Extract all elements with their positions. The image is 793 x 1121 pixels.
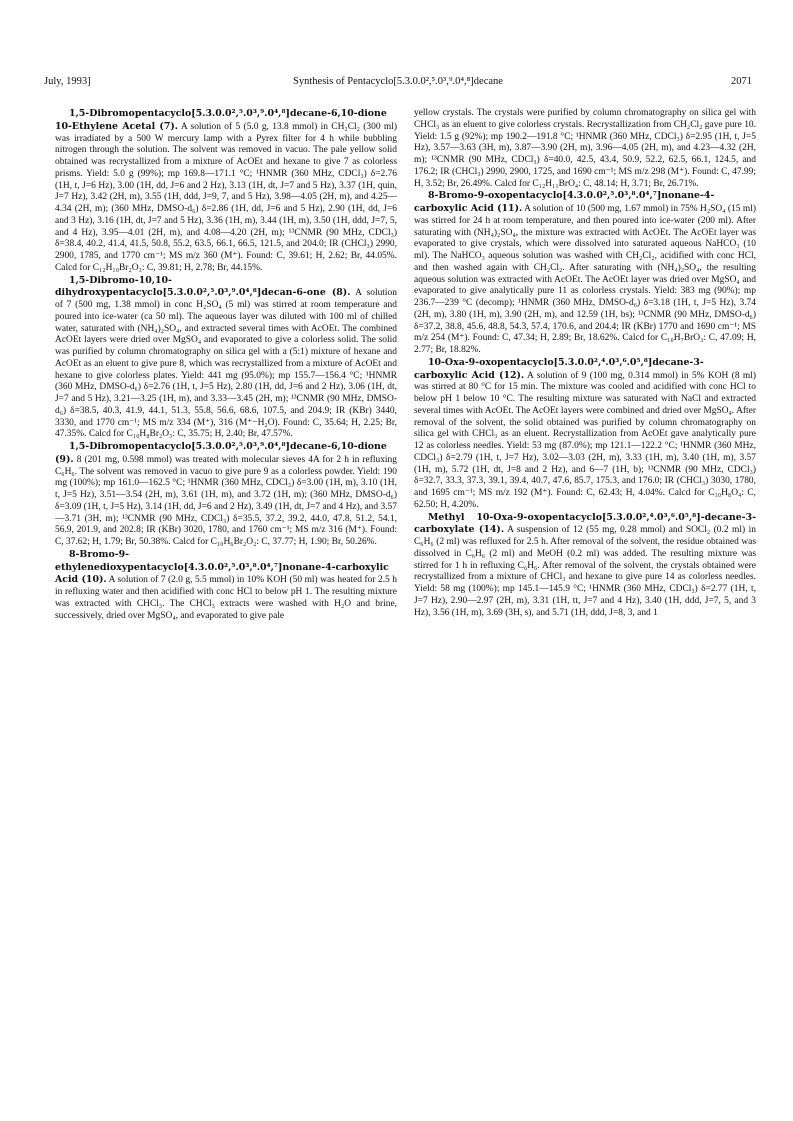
entry-title: 8-Bromo-9-ethylenedioxypentacyclo[4.3.0.0²,⁵.0³,⁸.0⁴,⁷]nonane-4-carboxylic Acid (10). xyxy=(55,548,389,586)
entry-compound-8 xyxy=(55,275,397,442)
entry-compound-10 xyxy=(55,549,397,623)
entry-compound-9 xyxy=(55,441,397,549)
entry-compound-11 xyxy=(414,190,756,357)
entry-body: A solution of 10 (500 mg, 1.67 mmol) in 75% H₂SO₄ (15 ml) was stirred for 24 h at room temperature, and then poured into ice-water (200 ml). After saturating with (NH₄)₂SO₄, the mixture was extracted with AcOEt. The AcOEt layer was evaporated to give crystals, which were dissolved into saturated aqueous NaHCO₃ (10 ml). The NaHCO₃ aqueous solution was washed with CH₂Cl₂, acidified with conc HCl, and then washed again with CH₂Cl₂. After saturating with (NH₄)₂SO₄, the resulting aqueous solution was extracted with AcOEt. The AcOEt layer was dried over MgSO₄ and evaporated to give analytically pure 11 as colorless crystals. Yield: 383 mg (90%); mp 236.7—239 °C (decomp); ¹HNMR (360 MHz, DMSO-d₆) δ=3.18 (1H, t, J=5 Hz), 3.74 (2H, m), 3.80 (1H, m), 3.90 (2H, m), and 12.59 (1H, bs); ¹³CNMR (90 MHz, DMSO-d₆) δ=37.2, 38.8, 45.6, 48.8, 54.3, 57.4, 170.6, and 204.4; IR (KBr) 1770 and 1690 cm⁻¹; MS m/z 254 (M⁺). Found: C, 47.34; H, 2.89; Br, 18.62%. Calcd for C₁₀H₇BrO₃: C, 47.09; H, 2.77; Br, 18.82%. xyxy=(414,204,756,355)
entry-title: 1,5-Dibromo-10,10-dihydroxypentacyclo[5.3.0.0²,⁵.0³,⁹.0⁴,⁸]decan-6-one (8). xyxy=(55,274,351,299)
header-date: July, 1993] xyxy=(44,76,91,87)
running-header xyxy=(44,76,752,92)
entry-body: A solution of 5 (5.0 g, 13.8 mmol) in CH₂Cl₂ (300 ml) was irradiated by a 500 W mercury lamp with a Pyrex filter for 4 h while bubbling nitrogen through the solution. The solvent was removed in vacuo. The pale yellow solid obtained was recrystallized from a mixture of AcOEt and hexane to give 7 as colorless prisms. Yield: 5.0 g (99%); mp 169.8—171.1 °C; ¹HNMR (360 MHz, CDCl₃) δ=2.76 (1H, t, J=6 Hz), 3.00 (1H, dd, J=6 and 2 Hz), 3.13 (1H, dt, J=7 and 5 Hz), 3.37 (1H, quin, J=7 Hz), 3.42 (2H, m), 3.55 (1H, ddd, J=9, 7, and 5 Hz), 3.98—4.05 (2H, m), and 4.25—4.34 (2H, m); (360 MHz, DMSO-d₆) δ=2.86 (1H, dd, J=6 and 5 Hz), 2.90 (1H, dd, J=6 and 3 Hz), 3.16 (1H, dt, J=7 and 5 Hz), 3.36 (1H, m), 3.44 (1H, m), 3.50 (1H, ddd, J=7, 5, and 4 Hz), 3.95—4.01 (2H, m), and 4.08—4.20 (2H, m); ¹³CNMR (90 MHz, CDCl₃) δ=38.4, 40.2, 41.4, 41.5, 50.8, 55.2, 63.5, 66.1, 66.5, 121.5, and 204.0; IR (CHCl₃) 2990, 2900, 1785, and 1770 cm⁻¹; MS m/z 360 (M⁺). Found: C, 39.61; H, 2.62; Br, 44.05%. Calcd for C₁₂H₁₀Br₂O₃: C, 39.81; H, 2.78; Br, 44.15%. xyxy=(55,121,397,273)
page-number: 2071 xyxy=(731,76,752,87)
entry-body: A solution of 9 (100 mg, 0.314 mmol) in 5% KOH (8 ml) was stirred at 80 °C for 15 min. The mixture was cooled and acidified with conc HCl to below pH 1 below 10 °C. The resulting mixture was saturated with NaCl and extracted several times with AcOEt. The AcOEt layers were combined and dried over MgSO₄. After removal of the solvent, the solid obtained was purified by column chromatography on silica gel with CHCl₃ as an eluent. Recrystallization from AcOEt gave analytically pure 12 as colorless needles. Yield: 53 mg (87.0%); mp 121.1—122.2 °C; ¹HNMR (360 MHz, CDCl₃) δ=2.79 (1H, t, J=7 Hz), 3.02—3.03 (2H, m), 3.33 (1H, m), 3.40 (1H, m), 3.57 (1H, m), 5.72 (1H, dt, J=8 and 2 Hz), and 6—7 (1H, b); ¹³CNMR (90 MHz, CDCl₃) δ=32.7, 33.3, 37.3, 39.1, 39.4, 40.7, 47.6, 85.7, 175.3, and 176.0; IR (CHCl₃) 3030, 1780, and 1695 cm⁻¹; MS m/z 192 (M⁺). Found: C, 62.43; H, 4.04%. Calcd for C₁₀H₈O₄: C, 62.50; H, 4.20%. xyxy=(414,370,756,510)
entry-compound-14 xyxy=(414,512,756,620)
entry-body: A solution of 7 (500 mg, 1.38 mmol) in conc H₂SO₄ (5 ml) was stirred at room temperature and poured into ice-water (ca 50 ml). The aqueous layer was diluted with 100 ml of chilled water, saturated with (NH₄)₂SO₄, and extracted several times with AcOEt. The combined AcOEt layers were dried over MgSO₄ and evaporated to give a colorless solid. The solid was purified by column chromatography on silica gel with a (5:1) mixture of hexane and AcOEt as an eluent to give pure 8, which was recrystallized from a mixture of AcOEt and hexane to give colorless plates. Yield: 441 mg (95.0%); mp 155.7—156.4 °C; ¹HNMR (360 MHz, DMSO-d₆) δ=2.76 (1H, t, J=5 Hz), 2.80 (1H, dd, J=6 and 2 Hz), 3.06 (1H, dt, J=7 and 5 Hz), 3.21—3.25 (1H, m), and 3.33—3.45 (2H, m); ¹³CNMR (90 MHz, DMSO-d₆) δ=38.5, 40.3, 41.9, 44.1, 51.3, 55.8, 56.6, 68.6, 107.5, and 204.9; IR (KBr) 3440, 3330, and 1770 cm⁻¹; MS m/z 334 (M⁺), 316 (M⁺−H₂O). Found: C, 35.64; H, 2.25; Br, 47.35%. Calcd for C₁₀H₈Br₂O₃: C, 35.75; H, 2.40; Br, 47.57%. xyxy=(55,288,397,440)
entry-title: 8-Bromo-9-oxopentacyclo[4.3.0.0²,⁵.0³,⁸.0⁴,⁷]nonane-4-carboxylic Acid (11). xyxy=(414,190,715,214)
entry-title: Methyl 10-Oxa-9-oxopentacyclo[5.3.0.0²,⁴.0³,⁶.0⁵,⁸]-decane-3-carboxylate (14). xyxy=(414,511,756,536)
entry-compound-12 xyxy=(414,357,756,512)
entry-title: 1,5-Dibromopentacyclo[5.3.0.0²,⁵.0³,⁹.0⁴,⁸]decane-6,10-dione 10-Ethylene Acetal (7). xyxy=(55,108,387,132)
entry-body: 8 (201 mg, 0.598 mmol) was treated with molecular sieves 4A for 2 h in refluxing C₆H₆. The solvent was removed in vacuo to give pure 9 as a colorless powder. Yield: 190 mg (100%); mp 161.0—162.5 °C; ¹HNMR (360 MHz, CDCl₃) δ=3.00 (1H, m), 3.10 (1H, t, J=5 Hz), 3.51—3.54 (2H, m), 3.61 (1H, m), and 3.72 (1H, m); (360 MHz, DMSO-d₆) δ=3.09 (1H, t, J=5 Hz), 3.14 (1H, dd, J=6 and 2 Hz), 3.49 (1H, dt, J=7 and 4 Hz), and 3.57—3.71 (3H, m); ¹³CNMR (90 MHz, CDCl₃) δ=35.5, 37.2, 39.2, 44.0, 47.8, 51.2, 54.1, 56.9, 201.9, and 202.8; IR (KBr) 3020, 1780, and 1760 cm⁻¹; MS m/z 316 (M⁺). Found: C, 37.62; H, 1.79; Br, 50.38%. Calcd for C₁₀H₆Br₂O₂: C, 37.77; H, 1.90; Br, 50.26%. xyxy=(55,454,397,547)
left-column xyxy=(55,108,397,1108)
entry-title: 1,5-Dibromopentacyclo[5.3.0.0²,⁵.0³,⁹.0⁴,⁸]decane-6,10-dione (9). xyxy=(55,441,387,465)
entry-continuation: yellow crystals. The crystals were purified by column chromatography on silica gel with CHCl₃ as an eluent to give colorless crystals. Recrystallization from CH₂Cl₂ gave pure 10. Yield: 1.5 g (92%); mp 190.2—191.8 °C; ¹HNMR (360 MHz, CDCl₃) δ=2.95 (1H, t, J=5 Hz), 3.57—3.63 (3H, m), 3.87—3.90 (2H, m), 3.96—4.05 (2H, m), and 4.23—4.32 (2H, m); ¹³CNMR (90 MHz, CDCl₃) δ=40.0, 42.5, 43.4, 50.9, 52.2, 62.5, 66.1, 124.5, and 176.2; IR (CHCl₃) 2990, 2900, 1725, and 1690 cm⁻¹; MS m/z 298 (M⁺). Found: C, 47.99; H, 3.52; Br, 26.49%. Calcd for C₁₂H₁₁BrO₄: C, 48.14; H, 3.71; Br, 26.71%. xyxy=(414,108,756,189)
entry-body: A suspension of 12 (55 mg, 0.28 mmol) and SOCl₂ (0.2 ml) in C₆H₆ (2 ml) was refluxed for 2.5 h. After removal of the solvent, the residue obtained was dissolved in C₆H₆ (2 ml) and MeOH (0.2 ml) was added. The resulting mixture was stirred for 1 h in refluxing C₆H₆. After removal of the solvent, the crystals obtained were recrystallized from a mixture of CHCl₃ and hexane to give pure 14 as colorless needles. Yield: 58 mg (100%); mp 145.1—145.9 °C; ¹HNMR (360 MHz, CDCl₃) δ=2.77 (1H, t, J=7 Hz), 2.90—2.97 (2H, m), 3.31 (1H, tt, J=7 and 4 Hz), 3.40 (1H, ddd, J=7, 5, and 3 Hz), 3.56 (1H, m), 3.69 (3H, s), and 5.71 (1H, ddd, J=8, 3, and 1 xyxy=(414,525,756,618)
entry-compound-7 xyxy=(55,108,397,275)
right-column xyxy=(414,108,756,1108)
entry-title: 10-Oxa-9-oxopentacyclo[5.3.0.0²,⁴.0³,⁶.0⁵,⁸]decane-3-carboxylic Acid (12). xyxy=(414,356,704,381)
header-title: Synthesis of Pentacyclo[5.3.0.0²,⁵.0³,⁹.0⁴,⁸]decane xyxy=(293,76,503,87)
entry-body: A solution of 7 (2.0 g, 5.5 mmol) in 10% KOH (50 ml) was heated for 2.5 h in refluxing water and then acidified with conc HCl to below pH 1. The resulting mixture was extracted with CHCl₃. The CHCl₃ extracts were washed with H₂O and brine, successively, dried over MgSO₄, and evaporated to give pale xyxy=(55,575,397,621)
